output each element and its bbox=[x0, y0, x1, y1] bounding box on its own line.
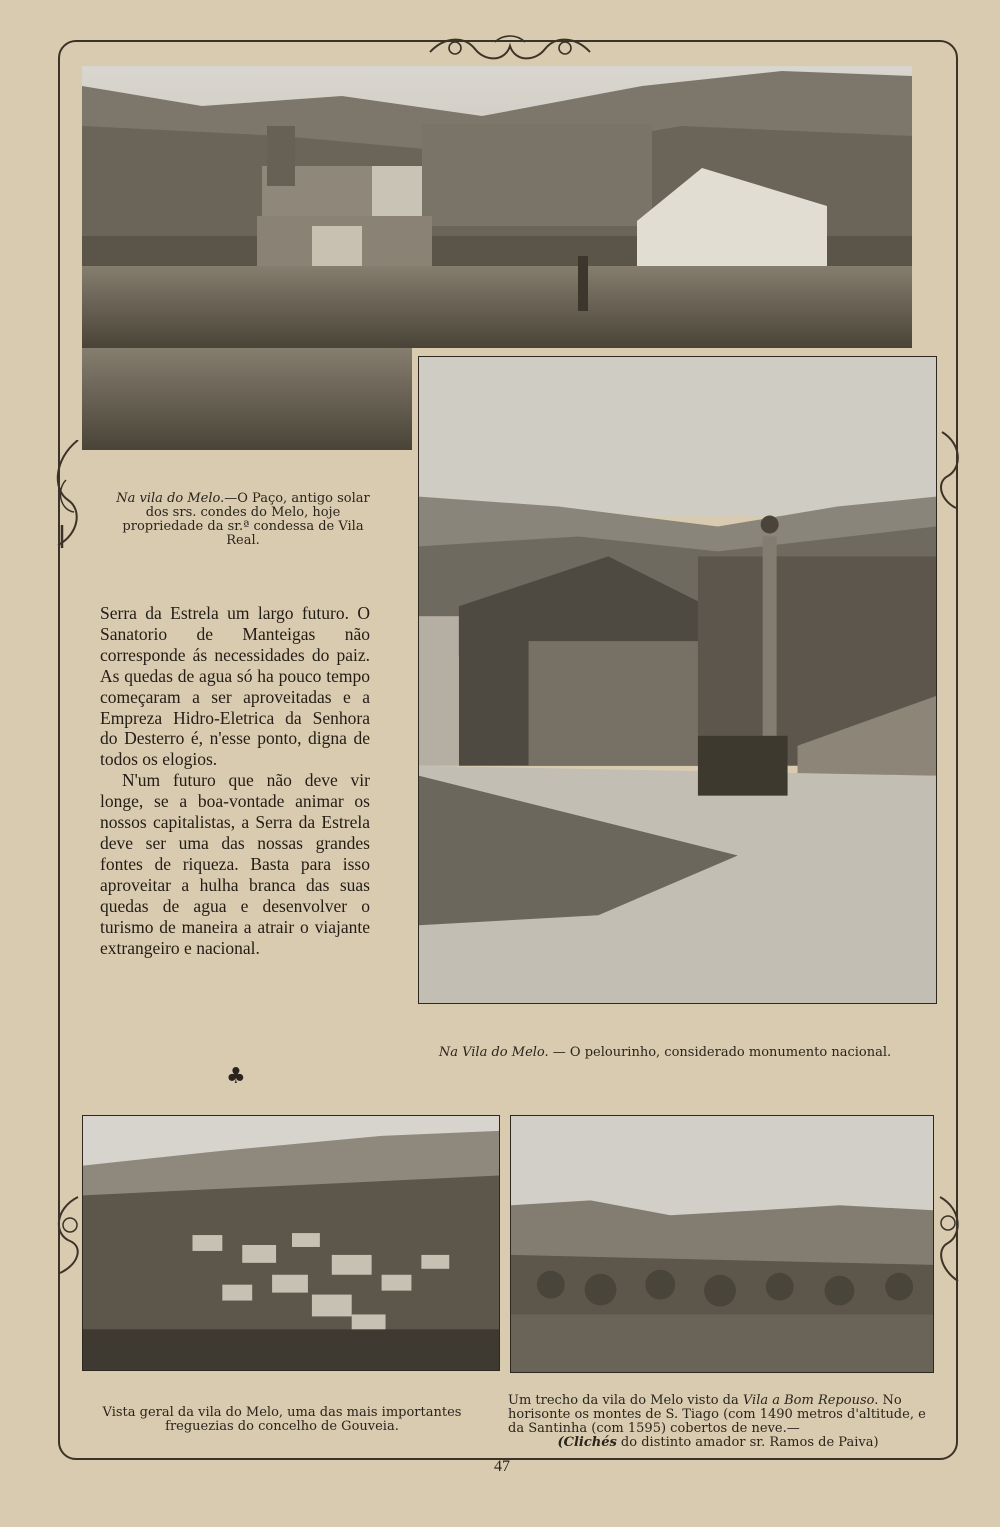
right-lower-scroll-ornament-icon bbox=[932, 1195, 968, 1285]
caption-paco-text: —O Paço, antigo solar dos srs. condes do Melo, hoje propriedade da sr.ª condessa de Vila Real. bbox=[122, 491, 370, 548]
credit-cliches: (Clichés bbox=[557, 1435, 617, 1450]
caption-trecho-line2: No horisonte os montes de S. Tiago (com 1490 metros d'altitude, e da Santinha (com 1595) cobertos de neve.— bbox=[508, 1393, 926, 1436]
article-paragraph: N'um futuro que não deve vir longe, se a boa-vontade animar os nossos capitalistas, a Serra da Estrela deve ser uma das nossas grandes fontes de riqueza. Basta para isso aproveitar a hulha branca das suas quedas de agua e desenvolver o turismo de maneira a atrair o viajante extrangeiro e nacional. bbox=[100, 770, 370, 958]
page-number: 47 bbox=[494, 1458, 510, 1475]
caption-trecho bbox=[508, 1394, 928, 1450]
caption-paco-lead: Na vila do Melo. bbox=[116, 491, 225, 506]
left-scroll-ornament-icon bbox=[48, 440, 90, 550]
article-paragraph: Serra da Estrela um largo futuro. O Sanatorio de Manteigas não corresponde ás necessidades do paiz. As quedas de agua só ha pouco tempo começaram a ser aproveitadas e a Empreza Hidro-Eletrica da Senhora do Desterro é, n'esse ponto, digna de todos os elogios. bbox=[100, 603, 370, 770]
top-scroll-ornament-icon bbox=[425, 34, 595, 64]
caption-paco bbox=[108, 492, 378, 548]
credit-text: do distinto amador sr. Ramos de Paiva) bbox=[616, 1435, 879, 1450]
caption-trecho-place: Vila a Bom Repouso. bbox=[742, 1393, 879, 1408]
caption-pelourinho-lead: Na Vila do Melo. bbox=[438, 1045, 549, 1060]
photo-vista-geral bbox=[82, 1115, 500, 1371]
article-text bbox=[100, 603, 370, 958]
caption-trecho-credit bbox=[508, 1436, 928, 1450]
caption-vista-text: Vista geral da vila do Melo, uma das mais importantes freguezias do concelho de Gouveia. bbox=[102, 1405, 462, 1434]
right-scroll-ornament-icon bbox=[934, 430, 966, 510]
club-icon: ♣ bbox=[226, 1064, 246, 1089]
photo-pelourinho bbox=[418, 356, 937, 1004]
caption-trecho-line1a: Um trecho da vila do Melo visto da bbox=[508, 1393, 743, 1408]
caption-pelourinho-text: — O pelourinho, considerado monumento nacional. bbox=[548, 1045, 892, 1060]
caption-pelourinho bbox=[430, 1046, 900, 1060]
photo-trecho bbox=[510, 1115, 934, 1373]
caption-vista-geral bbox=[82, 1406, 482, 1434]
